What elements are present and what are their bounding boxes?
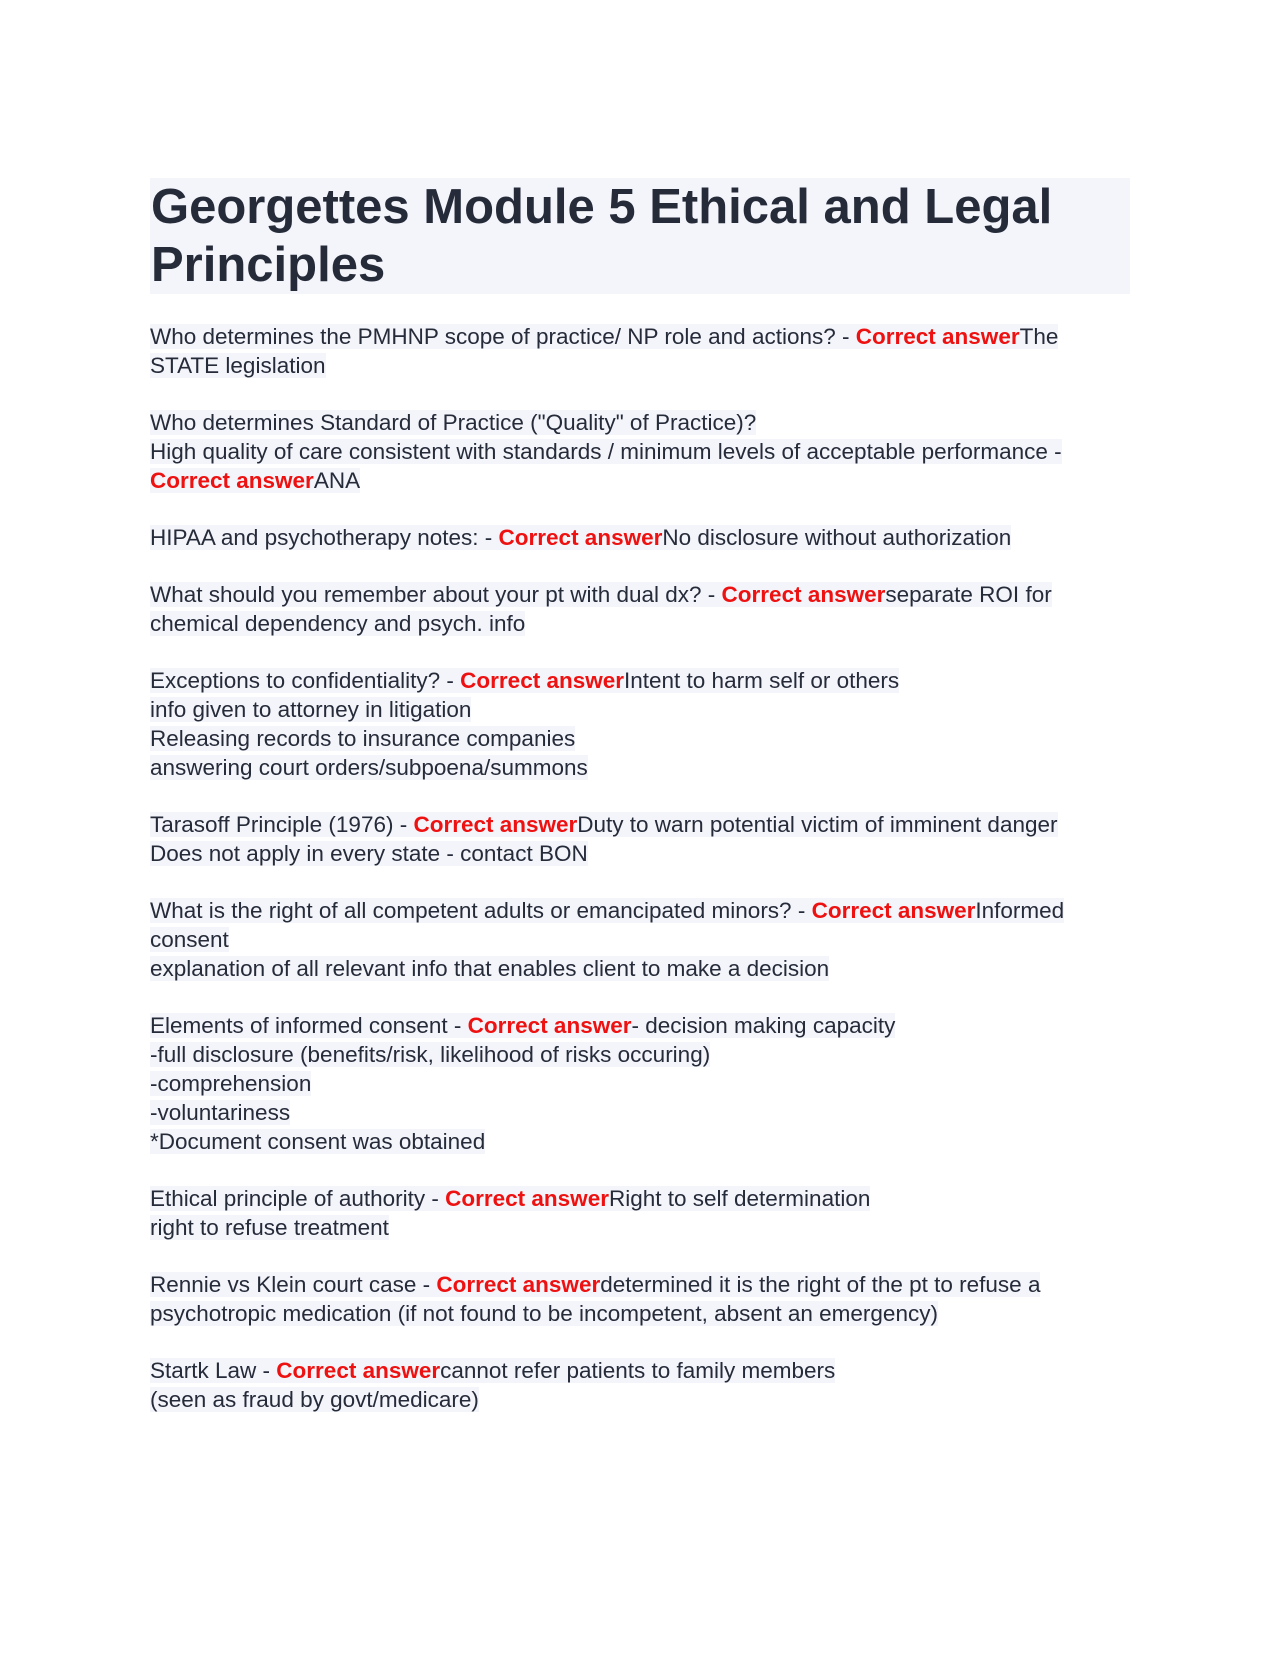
answer-text: answering court orders/subpoena/summons (150, 755, 588, 780)
correct-answer-label: Correct answer (276, 1358, 441, 1383)
correct-answer-label: Correct answer (150, 468, 314, 493)
correct-answer-label: Correct answer (413, 812, 578, 837)
answer-text: -voluntariness (150, 1100, 291, 1125)
question-text: Ethical principle of authority - (150, 1186, 446, 1211)
question-text: Who determines the PMHNP scope of practice/ NP role and actions? - (150, 324, 856, 349)
correct-answer-label: Correct answer (445, 1186, 609, 1211)
answer-text: ANA (313, 468, 361, 493)
question-text: Exceptions to confidentiality? - (150, 668, 461, 693)
correct-answer-label: Correct answer (721, 582, 886, 607)
correct-answer-label: Correct answer (811, 898, 976, 923)
question-text: HIPAA and psychotherapy notes: - (150, 525, 499, 550)
qa-item (150, 896, 1130, 983)
answer-text: The STATE legislation (150, 324, 1059, 378)
correct-answer-label: Correct answer (460, 668, 624, 693)
qa-item (150, 1356, 1130, 1414)
correct-answer-label: Correct answer (467, 1013, 632, 1038)
answer-text: info given to attorney in litigation (150, 697, 472, 722)
answer-text: - decision making capacity (631, 1013, 896, 1038)
correct-answer-label: Correct answer (855, 324, 1020, 349)
answer-text: Duty to warn potential victim of imminent danger (577, 812, 1058, 837)
qa-item (150, 1184, 1130, 1242)
document-title: Georgettes Module 5 Ethical and Legal Principles (150, 178, 1130, 294)
answer-text: right to refuse treatment (150, 1215, 389, 1240)
answer-text: *Document consent was obtained (150, 1129, 486, 1154)
answer-text: No disclosure without authorization (662, 525, 1012, 550)
qa-item (150, 523, 1130, 552)
correct-answer-label: Correct answer (498, 525, 663, 550)
correct-answer-label: Correct answer (436, 1272, 601, 1297)
document-page (150, 178, 1130, 1414)
answer-text: -comprehension (150, 1071, 312, 1096)
answer-text: cannot refer patients to family members (440, 1358, 836, 1383)
answer-text: separate ROI for chemical dependency and psych. info (150, 582, 1052, 636)
question-text: What is the right of all competent adults or emancipated minors? - (150, 898, 812, 923)
qa-item (150, 1011, 1130, 1156)
answer-text: -full disclosure (benefits/risk, likelihood of risks occuring) (150, 1042, 711, 1067)
question-text: Who determines Standard of Practice ("Quality" of Practice)? (150, 410, 757, 435)
qa-list (150, 322, 1130, 1414)
question-text: Elements of informed consent - (150, 1013, 468, 1038)
qa-item (150, 408, 1130, 495)
question-text: High quality of care consistent with standards / minimum levels of acceptable performance - (150, 439, 1062, 464)
qa-item (150, 810, 1130, 868)
question-text: Rennie vs Klein court case - (150, 1272, 437, 1297)
answer-text: explanation of all relevant info that enables client to make a decision (150, 956, 830, 981)
answer-text: Right to self determination (608, 1186, 871, 1211)
question-text: Tarasoff Principle (1976) - (150, 812, 414, 837)
qa-item (150, 322, 1130, 380)
answer-text: Releasing records to insurance companies (150, 726, 576, 751)
qa-item (150, 580, 1130, 638)
answer-text: Does not apply in every state - contact BON (150, 841, 588, 866)
answer-text: determined it is the right of the pt to refuse a psychotropic medication (if not found to be incompetent, absent an emergency) (150, 1272, 1041, 1326)
question-text: Startk Law - (150, 1358, 277, 1383)
question-text: What should you remember about your pt with dual dx? - (150, 582, 722, 607)
qa-item (150, 666, 1130, 782)
answer-text: Intent to harm self or others (624, 668, 900, 693)
answer-text: (seen as fraud by govt/medicare) (150, 1387, 479, 1412)
qa-item (150, 1270, 1130, 1328)
answer-text: Informed consent (150, 898, 1065, 952)
